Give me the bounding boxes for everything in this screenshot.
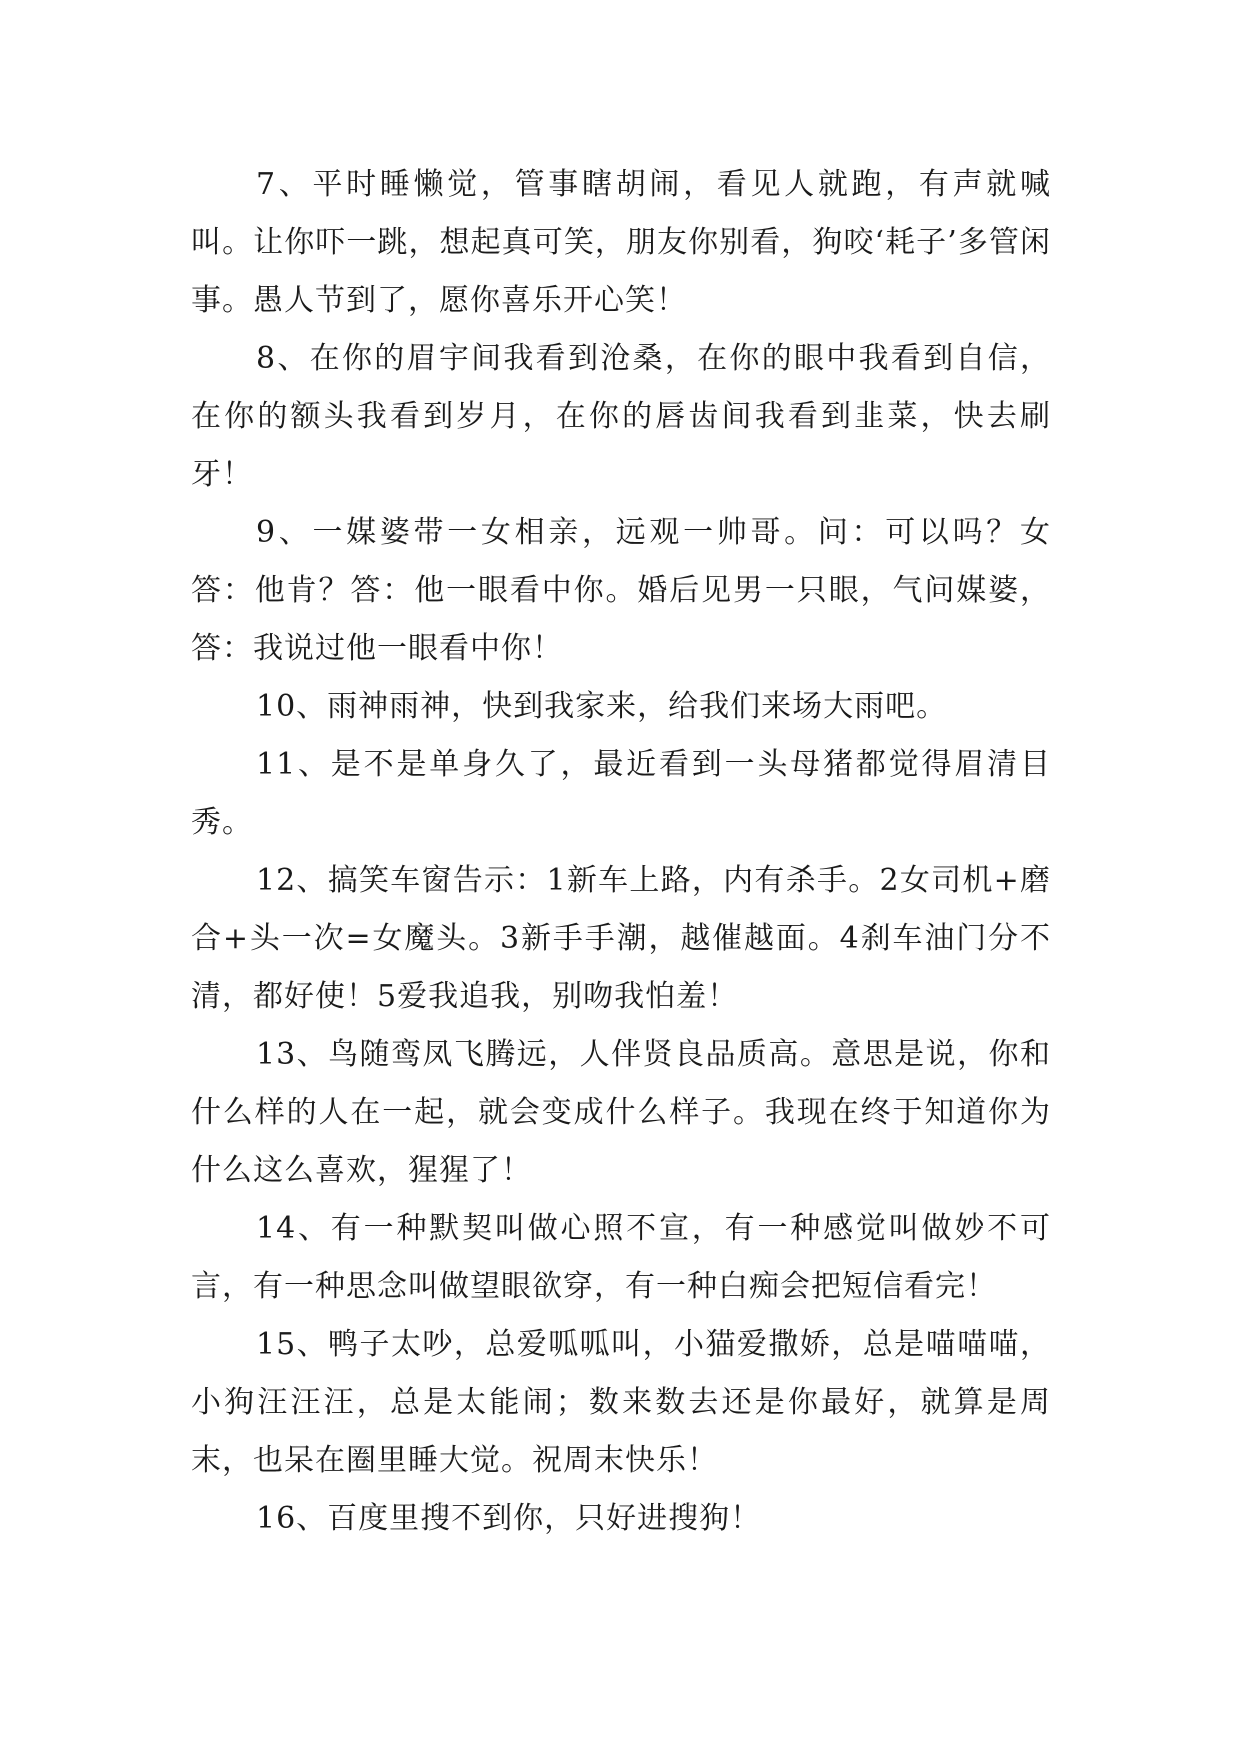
paragraph-13: 13、鸟随鸾凤飞腾远，人伴贤良品质高。意思是说，你和什么样的人在一起，就会变成什么样子。我现在终于知道你为什么这么喜欢，猩猩了！ [191,1037,1051,1188]
paragraph-12: 12、搞笑车窗告示：1新车上路，内有杀手。2女司机+磨合+头一次=女魔头。3新手手潮，越催越面。4刹车油门分不清，都好使！5爱我追我，别吻我怕羞！ [191,863,1051,1014]
paragraph-16: 16、百度里搜不到你，只好进搜狗！ [256,1501,762,1536]
paragraph-9: 9、一媒婆带一女相亲，远观一帅哥。问：可以吗？女答：他肯？答：他一眼看中你。婚后见男一只眼，气问媒婆，答：我说过他一眼看中你！ [191,515,1051,666]
paragraph-14: 14、有一种默契叫做心照不宣，有一种感觉叫做妙不可言，有一种思念叫做望眼欲穿，有一种白痴会把短信看完！ [191,1211,1051,1304]
document-body [191,156,1051,1548]
paragraph-10: 10、雨神雨神，快到我家来，给我们来场大雨吧。 [256,689,948,724]
paragraph-8: 8、在你的眉宇间我看到沧桑，在你的眼中我看到自信，在你的额头我看到岁月，在你的唇齿间我看到韭菜，快去刷牙！ [191,341,1051,492]
paragraph-7: 7、平时睡懒觉，管事瞎胡闹，看见人就跑，有声就喊叫。让你吓一跳，想起真可笑，朋友你别看，狗咬‘耗子’多管闲事。愚人节到了，愿你喜乐开心笑！ [191,167,1051,318]
paragraph-15: 15、鸭子太吵，总爱呱呱叫，小猫爱撒娇，总是喵喵喵，小狗汪汪汪，总是太能闹；数来数去还是你最好，就算是周末，也呆在圈里睡大觉。祝周末快乐！ [191,1327,1051,1478]
paragraph-11: 11、是不是单身久了，最近看到一头母猪都觉得眉清目秀。 [191,747,1051,840]
